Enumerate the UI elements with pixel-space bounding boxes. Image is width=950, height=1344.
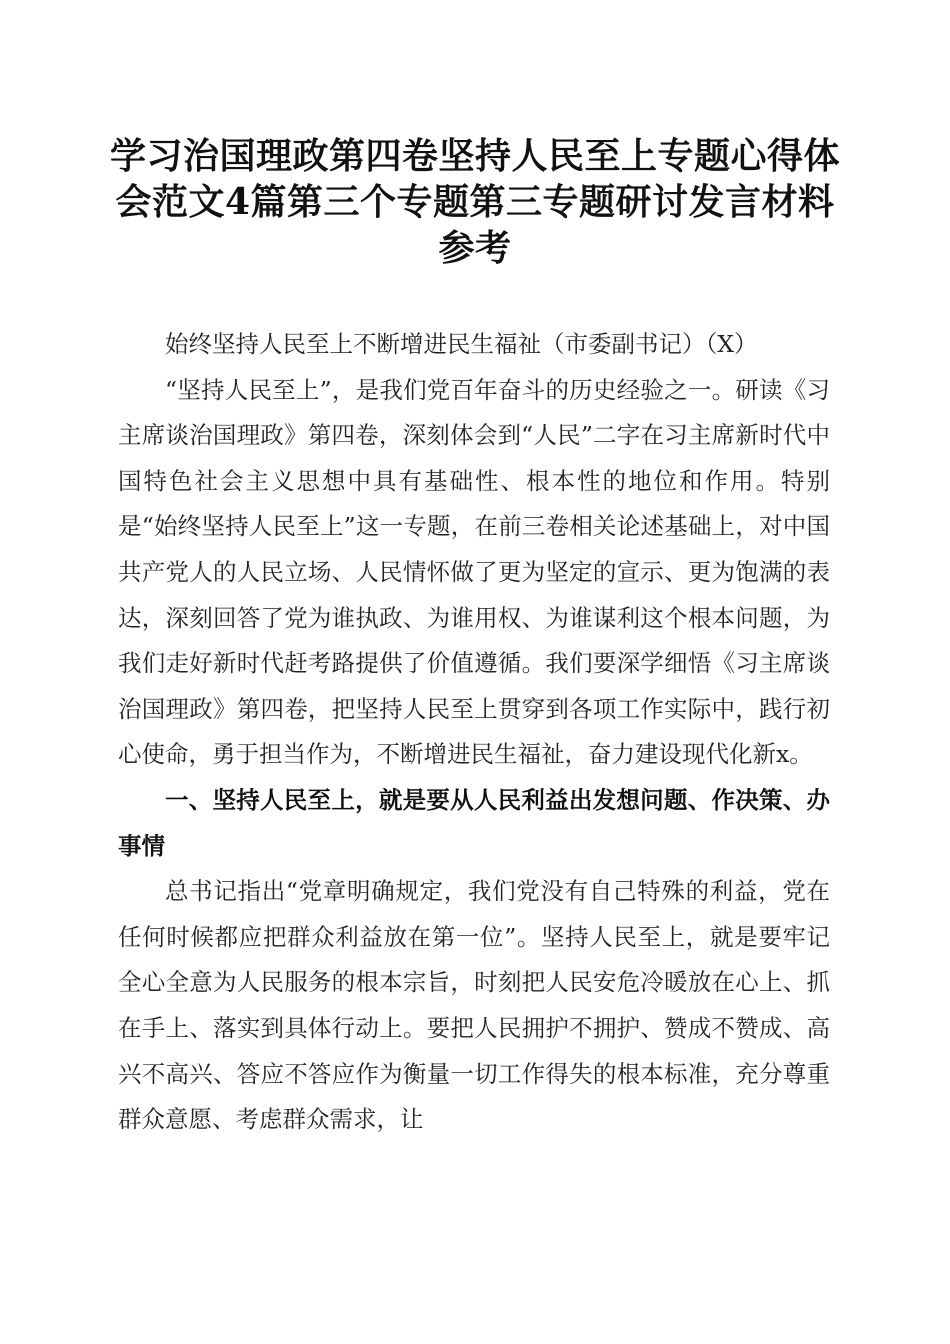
section-heading: 一、坚持人民至上，就是要从人民利益出发想问题、作决策、办事情 — [118, 785, 830, 860]
document-body — [118, 322, 830, 1143]
intro-paragraph: “坚持人民至上”，是我们党百年奋斗的历史经验之一。研读《习主席谈治国理政》第四卷，深刻体会到“人民”二字在习主席新时代中国特色社会主义思想中具有基础性、根本性的地位和作用。特别是“始终坚持人民至上”这一专题，在前三卷相关论述基础上，对中国共产党人的人民立场、人民情怀做了更为坚定的宣示、更为饱满的表达，深刻回答了党为谁执政、为谁用权、为谁谋利这个根本问题，为我们走好新时代赶考路提供了价值遵循。我们要深学细悟《习主席谈治国理政》第四卷，把坚持人民至上贯穿到各项工作实际中，践行初心使命，勇于担当作为，不断增进民生福祉，奋力建设现代化新x。 — [118, 375, 830, 769]
document-title: 学习治国理政第四卷坚持人民至上专题心得体会范文4篇第三个专题第三专题研讨发言材料参考 — [109, 135, 840, 269]
section-paragraph: 总书记指出“党章明确规定，我们党没有自己特殊的利益，党在任何时候都应把群众利益放在第一位”。坚持人民至上，就是要牢记全心全意为人民服务的根本宗旨，时刻把人民安危冷暖放在心上、抓在手上、落实到具体行动上。要把人民拥护不拥护、赞成不赞成、高兴不高兴、答应不答应作为衡量一切工作得失的根本标准，充分尊重群众意愿、考虑群众需求，让 — [118, 877, 830, 1134]
subtitle-line: 始终坚持人民至上不断增进民生福祉（市委副书记）（X） — [165, 330, 758, 358]
